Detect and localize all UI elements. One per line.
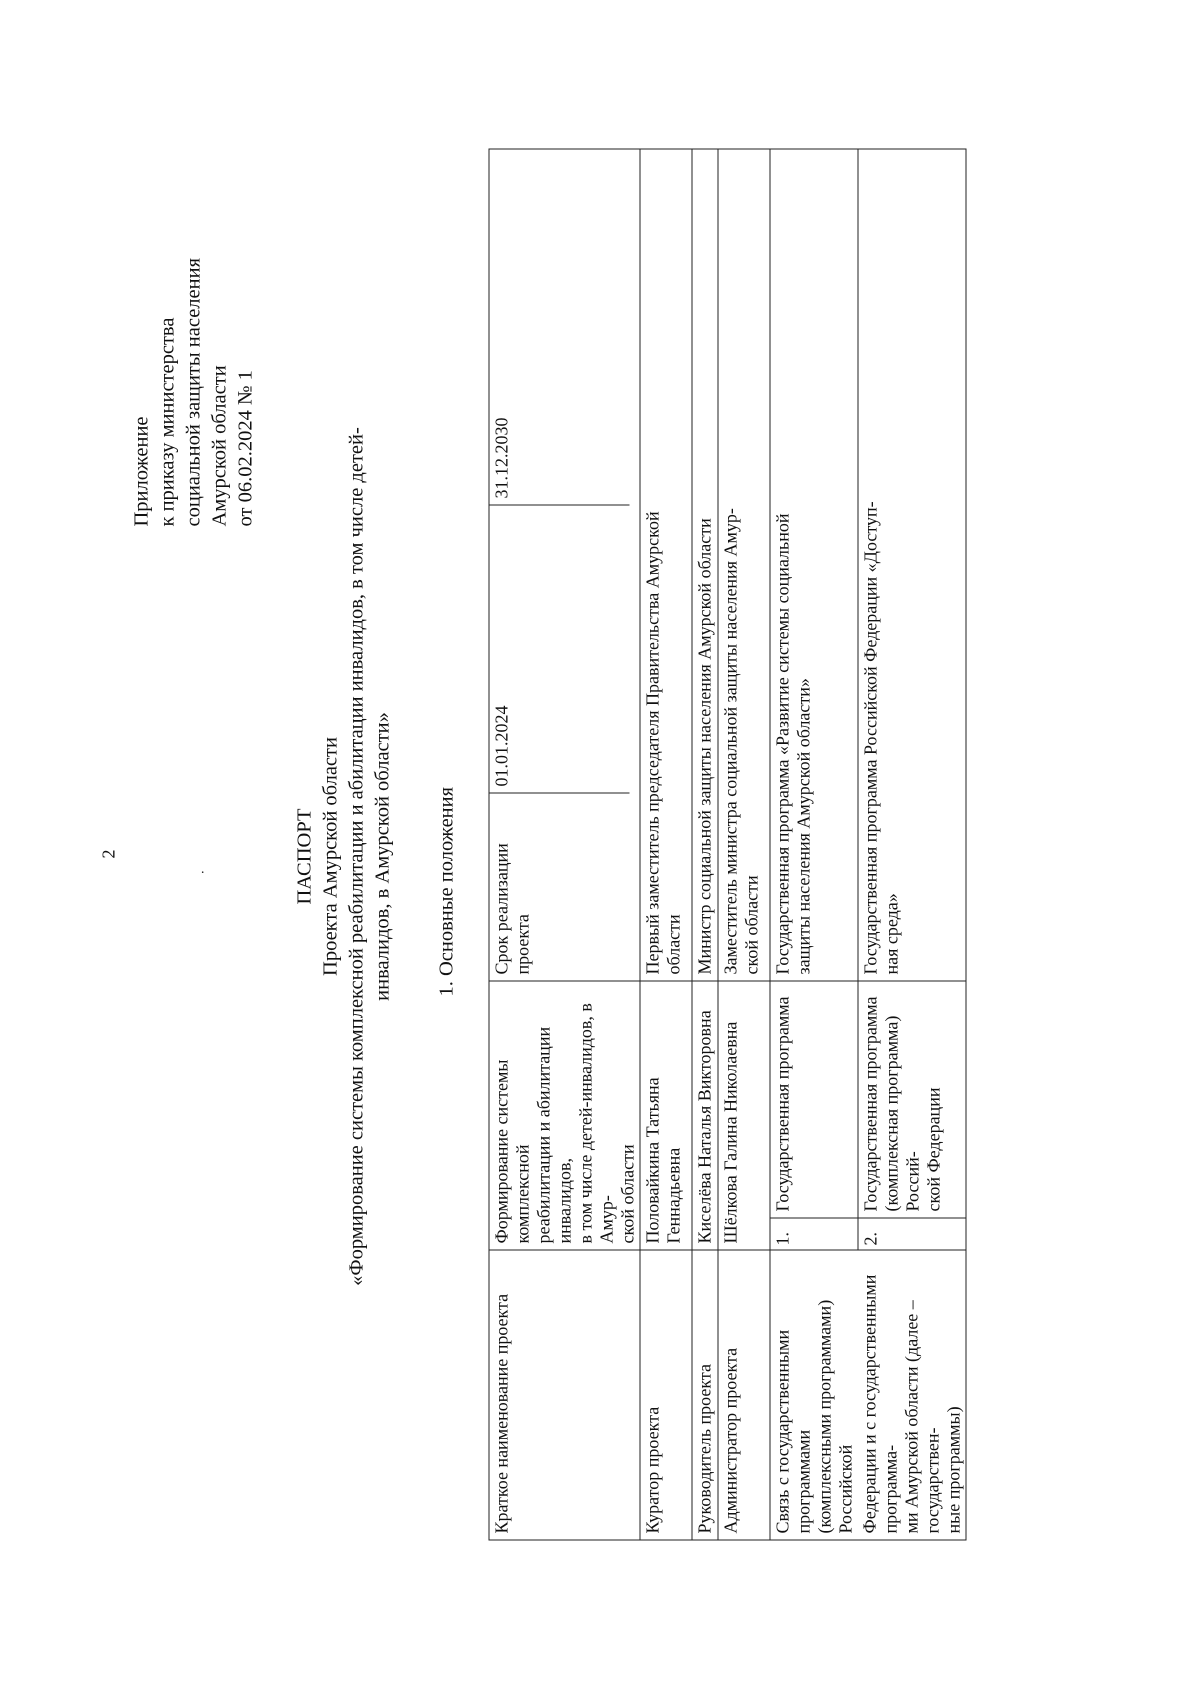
appendix-line: социальной защиты населения <box>182 258 204 527</box>
admin-label: Администратор проекта <box>718 1250 770 1540</box>
program-type: Государственная программа (комплексная программа) Россий- ской Федерации <box>857 981 966 1218</box>
section-heading: 1. Основные положения <box>435 786 457 997</box>
program-number: 1. <box>770 1218 858 1250</box>
links-label-part1: Связь с государственными программами (комплексными программами) Российской <box>770 1250 858 1540</box>
document-title <box>291 317 395 1397</box>
appendix-line: Амурской области <box>208 365 230 527</box>
program-name: Государственная программа «Развитие системы социальной защиты населения Амурской области» <box>770 149 858 981</box>
term-table <box>489 150 629 981</box>
short-name-label: Краткое наименование проекта <box>489 1250 640 1540</box>
curator-label: Куратор проекта <box>640 1250 692 1540</box>
short-name-value: Формирование системы комплексной реабилитации и абилитации инвалидов, в том числе детей-инвалидов, в Амур- ской области <box>489 981 640 1250</box>
appendix-block <box>128 258 258 527</box>
title-line-4: инвалидов, в Амурской области» <box>371 712 393 1001</box>
head-label: Руководитель проекта <box>692 1250 718 1540</box>
term-label: Срок реализации проекта <box>491 843 532 975</box>
passport-table <box>488 149 966 1541</box>
table-row <box>718 149 770 1540</box>
program-type: Государственная программа <box>770 981 858 1218</box>
table-row <box>489 149 640 1540</box>
appendix-line: к приказу министерства <box>156 317 178 527</box>
title-line-3: «Формирование системы комплексной реабилитации и абилитации инвалидов, в том числе детей- <box>345 427 367 1286</box>
appendix-line: от 06.02.2024 № 1 <box>234 370 256 527</box>
curator-position: Первый заместитель председателя Правительства Амурской области <box>640 149 692 981</box>
term-start: 01.01.2024 <box>489 505 629 793</box>
admin-name: Шёлкова Галина Николаевна <box>718 981 770 1250</box>
program-number: 2. <box>857 1218 966 1250</box>
head-name: Киселёва Наталья Викторовна <box>692 981 718 1250</box>
stray-mark: · <box>196 869 211 875</box>
title-line-2: Проекта Амурской области <box>319 737 341 976</box>
admin-position: Заместитель министра социальной защиты населения Амур- ской области <box>718 149 770 981</box>
page-number: 2 <box>98 849 118 859</box>
links-label-part2: Федерации и с государственными программа- ми Амурской области (далее – государствен- ные программы) <box>857 1250 966 1540</box>
title-line-1: ПАСПОРТ <box>293 808 315 905</box>
curator-name: Половайкина Татьяна Геннадьевна <box>640 981 692 1250</box>
term-end: 31.12.2030 <box>489 150 629 506</box>
term-cell <box>489 149 640 981</box>
table-row <box>857 149 966 1540</box>
head-position: Министр социальной защиты населения Амурской области <box>692 149 718 981</box>
program-name: Государственная программа Российской Федерации «Доступ- ная среда» <box>857 149 966 981</box>
table-row <box>640 149 692 1540</box>
table-row <box>692 149 718 1540</box>
table-row <box>770 149 858 1540</box>
appendix-line: Приложение <box>130 416 152 527</box>
